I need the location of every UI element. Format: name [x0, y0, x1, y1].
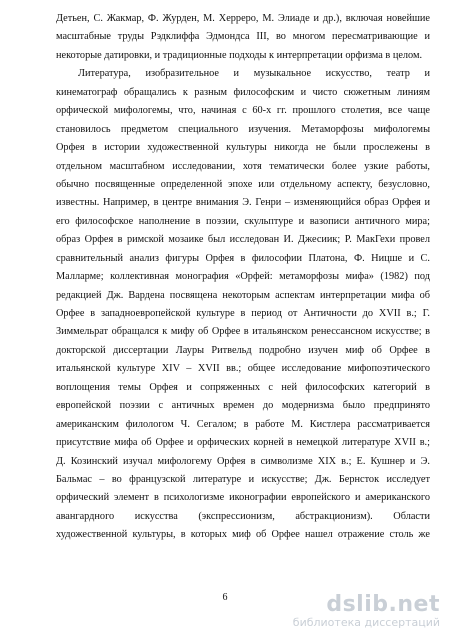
- watermark-logo-main: dslib: [326, 592, 389, 617]
- text-line: орфический элемент в психологизме иконографии европейского и американского: [56, 492, 430, 504]
- text-line: докторской диссертации Лауры Ритвельд подробно изучен миф об Орфее в: [56, 344, 430, 356]
- text-line: его философское наполнение в поэзии, скульптуре и вазописи античного мира;: [56, 215, 430, 227]
- text-line: присутствие мифа об Орфее и орфических корней в немецкой литературе XVII в.;: [56, 437, 430, 449]
- watermark-subtitle: библиотека диссертаций: [292, 616, 440, 629]
- watermark-logo-tld: net: [397, 592, 440, 617]
- text-line: становилось предметом специального изучения. Метаморфозы мифологемы: [56, 123, 430, 135]
- text-line: Зиммельрат обращался к мифу об Орфее в итальянском ренессансном искусстве; в: [56, 326, 430, 338]
- text-line: Литература, изобразительное и музыкальное искусство, театр и: [78, 68, 430, 80]
- text-line: воплощения темы Орфея и сопряженных с ней философских категорий в: [56, 381, 430, 393]
- watermark-logo: [293, 594, 440, 616]
- watermark: [293, 594, 440, 629]
- text-line: художественной культуры, в которых миф об Орфее нашел отражение столь же: [56, 529, 430, 541]
- text-line: кинематограф обращались к разным философским и чисто сюжетным линиям: [56, 86, 430, 98]
- text-line: некоторые датировки, и традиционные подходы к интерпретации орфизма в целом.: [56, 49, 423, 61]
- watermark-logo-dot: .: [388, 592, 398, 617]
- text-line: Орфея в истории художественной культуры никогда не были прослежены в: [56, 142, 430, 154]
- text-line: образ Орфея в римской мозаике был исследован И. Джесиик; Р. МакГехи провел: [56, 234, 430, 246]
- text-line: орфической мифологемы, что, начиная с 60-х гг. прошлого столетия, все чаще: [56, 105, 430, 117]
- text-line: Детьен, С. Жакмар, Ф. Журден, М. Херреро, М. Элиаде и др.), включая новейшие: [56, 13, 430, 24]
- text-line: итальянской культуре XIV – XVII вв.; общее исследование мифопоэтического: [56, 363, 430, 375]
- text-line: американским филологом Ч. Сегалом; в работе М. Кистлера рассматривается: [56, 418, 430, 430]
- text-line: сравнительный анализ фигуры Орфея в философии Платона, Ф. Ницше и С.: [56, 252, 430, 264]
- text-line: авангардного искусства (экспрессионизм, абстракционизм). Области: [56, 510, 430, 522]
- text-line: отдельном масштабном исследовании, хотя тематически более узкие работы,: [56, 160, 430, 172]
- page-number: 6: [222, 592, 228, 603]
- text-line: Д. Козинский изучал мифологему Орфея в символизме XIX в.; Е. Кушнер и Э.: [56, 455, 430, 467]
- text-line: масштабные труды Рэдклиффа Эдмондса III, во многом пересматривающие и: [56, 31, 430, 43]
- text-line: обычно посвященные определенной эпохе или отдельному аспекту, безусловно,: [56, 178, 430, 190]
- text-line: европейской поэзии с античных времен до модернизма было предпринято: [56, 400, 430, 412]
- text-line: известны. Например, в центре внимания Э. Генри – изменяющийся образ Орфея и: [56, 197, 430, 209]
- text-line: Орфее в западноевропейской культуре в период от Античности до XVII в.; Г.: [56, 308, 430, 319]
- text-line: Малларме; коллективная монография «Орфей: метаморфозы мифа» (1982) под: [56, 271, 430, 283]
- text-line: Бальмас – во французской литературе и искусстве; Дж. Бернсток исследует: [56, 473, 430, 485]
- body-text: [56, 10, 430, 545]
- text-line: редакцией Дж. Вардена посвящена некоторым аспектам интерпретации мифа об: [56, 289, 430, 301]
